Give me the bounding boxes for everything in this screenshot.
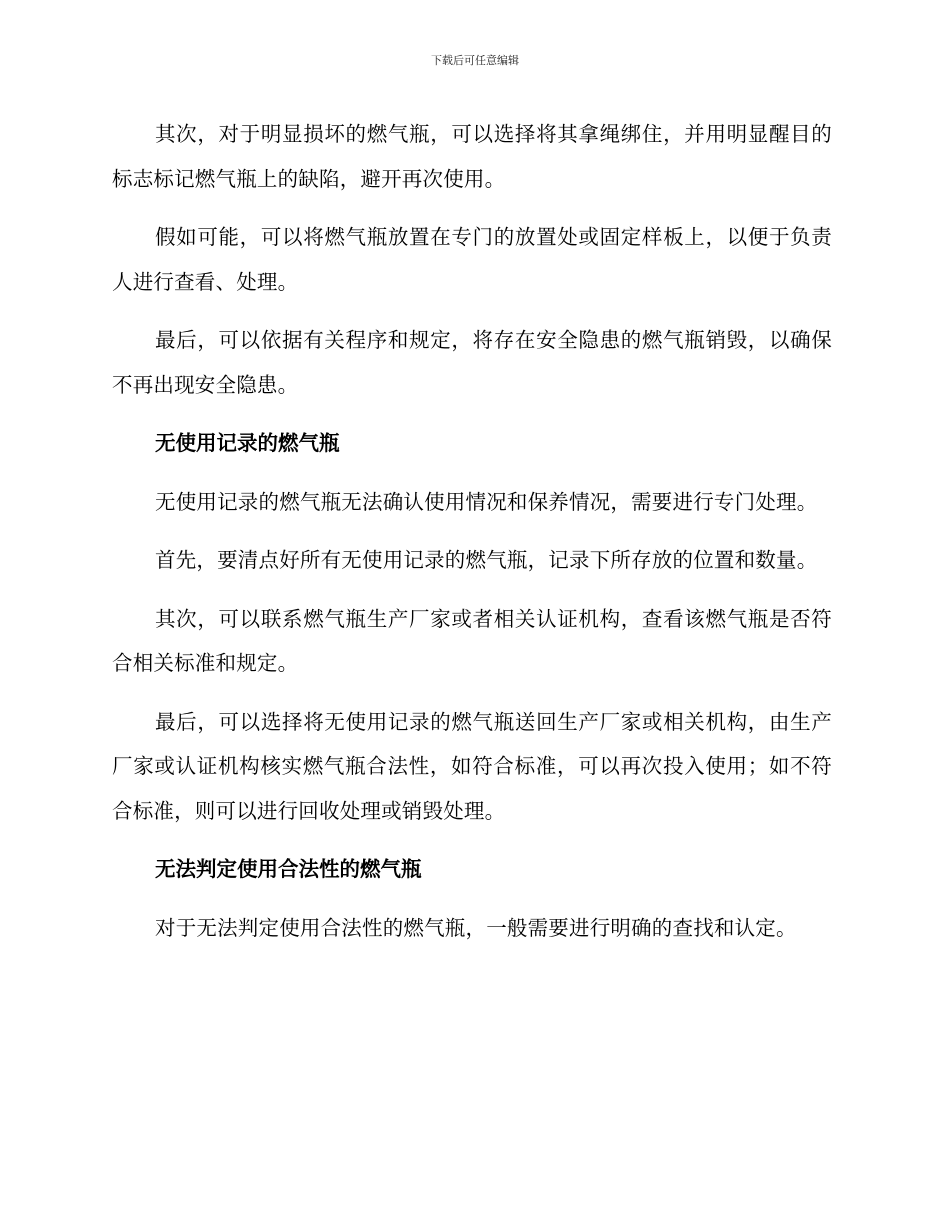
paragraph-no-record-intro: 无使用记录的燃气瓶无法确认使用情况和保养情况，需要进行专门处理。 [155,489,818,514]
paragraph-no-record-first: 首先，要清点好所有无使用记录的燃气瓶，记录下所存放的位置和数量。 [155,548,818,572]
paragraph-storage: 假如可能，可以将燃气瓶放置在专门的放置处或固定样板上，以便于负责人进行查看、处理。 [112,225,832,294]
paragraph-legality-intro: 对于无法判定使用合法性的燃气瓶，一般需要进行明确的查找和认定。 [155,915,797,940]
paragraph-destroy: 最后，可以依据有关程序和规定，将存在安全隐患的燃气瓶销毁，以确保不再出现安全隐患。 [112,328,832,397]
paragraph-no-record-last: 最后，可以选择将无使用记录的燃气瓶送回生产厂家或相关机构，由生产厂家或认证机构核实燃气瓶合法性，如符合标准，可以再次投入使用；如不符合标准，则可以进行回收处理或销毁处理。 [112,709,832,823]
page-header: 下载后可任意编辑 [431,54,519,67]
document-body [112,112,832,964]
paragraph-damaged-marking: 其次，对于明显损坏的燃气瓶，可以选择将其拿绳绑住，并用明显醒目的标志标记燃气瓶上的缺陷，避开再次使用。 [112,122,832,191]
section-heading-no-record: 无使用记录的燃气瓶 [155,431,340,455]
paragraph-no-record-second: 其次，可以联系燃气瓶生产厂家或者相关认证机构，查看该燃气瓶是否符合相关标准和规定。 [112,606,832,675]
section-heading-legality: 无法判定使用合法性的燃气瓶 [155,857,422,881]
